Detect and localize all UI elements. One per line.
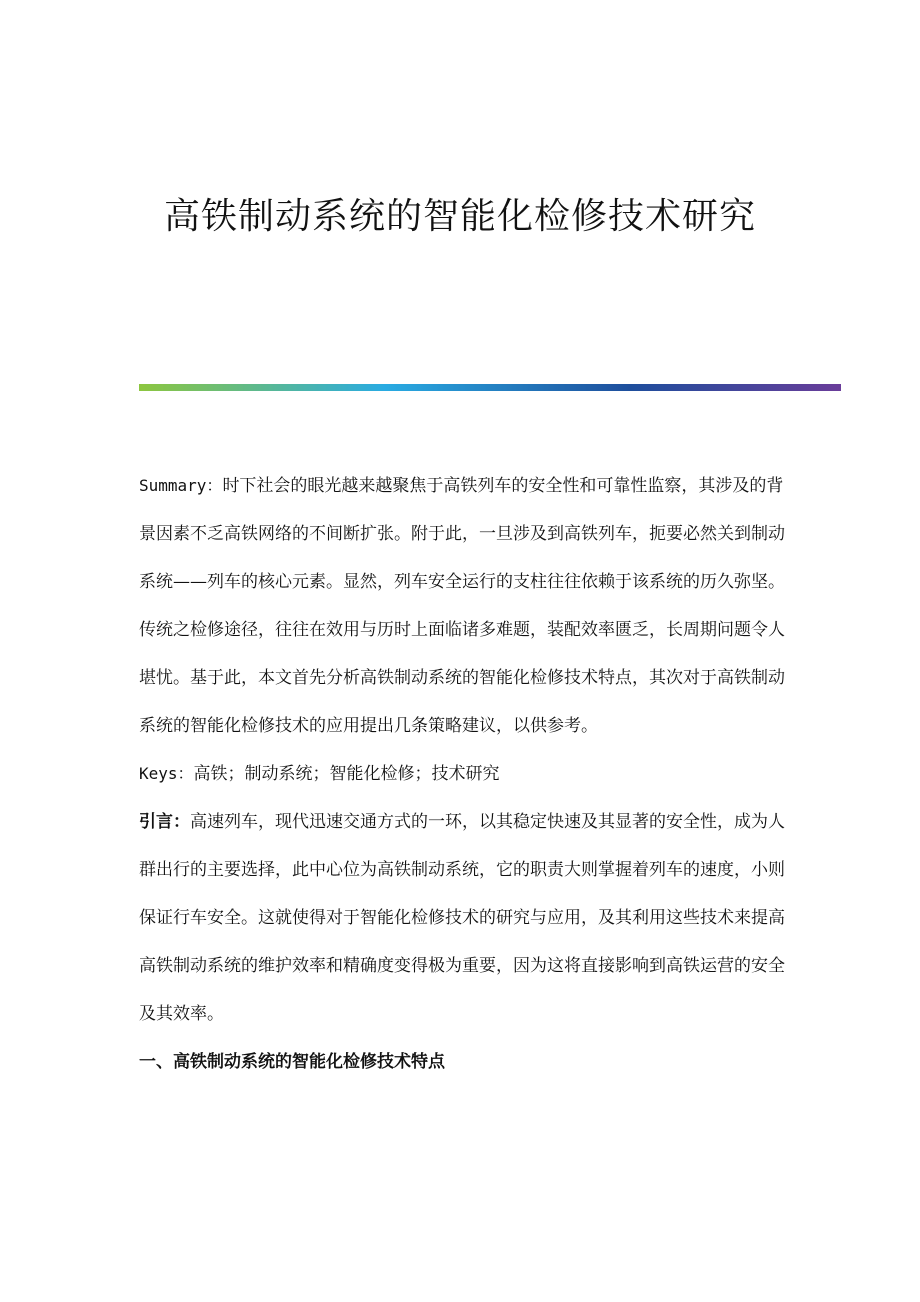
- summary-label: Summary：: [139, 476, 223, 495]
- keys-paragraph: [139, 750, 789, 798]
- document-title: 高铁制动系统的智能化检修技术研究: [163, 196, 756, 237]
- intro-text: 高速列车，现代迅速交通方式的一环，以其稳定快速及其显著的安全性，成为人群出行的主要选择，此中心位为高铁制动系统，它的职责大则掌握着列车的速度，小则保证行车安全。这就使得对于智能化检修技术的研究与应用，及其利用这些技术来提高高铁制动系统的维护效率和精确度变得极为重要，因为这将直接影响到高铁运营的安全及其效率。: [139, 812, 785, 1024]
- keys-text: 高铁；制动系统；智能化检修；技术研究: [193, 764, 500, 784]
- summary-text: 时下社会的眼光越来越聚焦于高铁列车的安全性和可靠性监察，其涉及的背景因素不乏高铁网络的不间断扩张。附于此，一旦涉及到高铁列车，扼要必然关到制动系统——列车的核心元素。显然，列车安全运行的支柱往往依赖于该系统的历久弥坚。传统之检修途径，往往在效用与历时上面临诸多难题，装配效率匮乏，长周期问题令人堪忧。基于此，本文首先分析高铁制动系统的智能化检修技术特点，其次对于高铁制动系统的智能化检修技术的应用提出几条策略建议，以供参考。: [139, 476, 785, 736]
- document-body: [139, 462, 789, 1086]
- summary-paragraph: [139, 462, 789, 750]
- section-heading-1: 一、高铁制动系统的智能化检修技术特点: [139, 1052, 445, 1072]
- intro-paragraph: [139, 798, 789, 1038]
- title-divider: [139, 384, 841, 391]
- keys-label: Keys：: [139, 764, 194, 783]
- intro-label: 引言：: [139, 812, 190, 832]
